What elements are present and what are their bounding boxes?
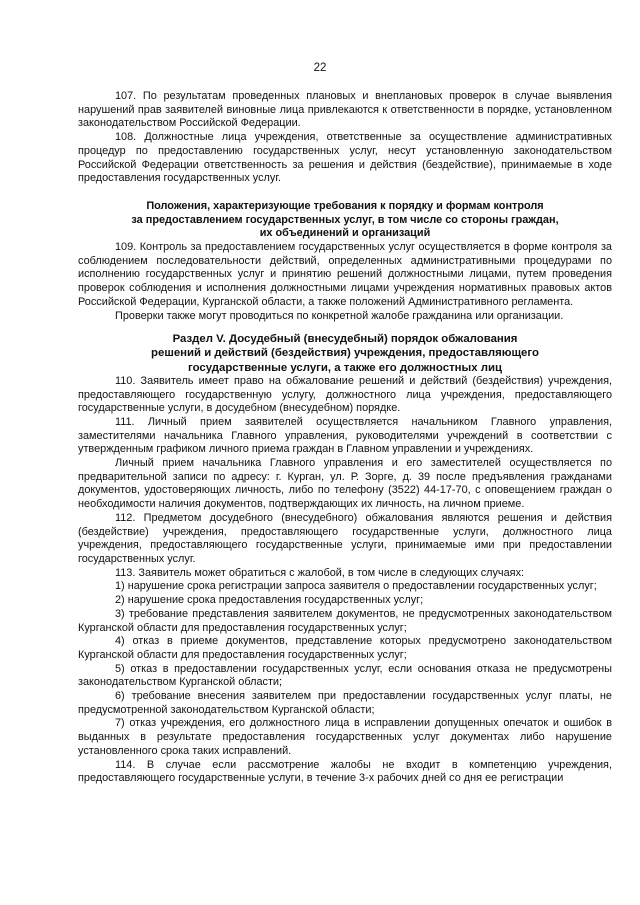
paragraph-112: 112. Предметом досудебного (внесудебного) обжалования являются решения и действия (бездействие) учреждения, предоставляющего государственные услуги, должностного лица учреждения, предоставляющего государственные услуги, принимаемые ими при предоставлении государственных услуг. [78, 511, 612, 565]
paragraph-107: 107. По результатам проведенных плановых и внеплановых проверок в случае выявления нарушений прав заявителей виновные лица привлекаются к ответственности в порядке, установленном законодательством Российской Федерации. [78, 90, 612, 130]
heading-control-line-2: за предоставлением государственных услуг, в том числе со стороны граждан, [131, 213, 559, 226]
paragraph-110: 110. Заявитель имеет право на обжалование решений и действий (бездействия) учреждения, предоставляющего государственную услугу, должностного лица учреждения, предоставляющего государственные услуги, в досудебном (внесудебном) порядке. [78, 374, 612, 415]
heading-control-line-3: их объединений и организаций [259, 227, 431, 240]
list-item-3: 3) требование представления заявителем документов, не предусмотренных законодательством Курганской области для предоставления государственных услуг; [78, 607, 612, 634]
list-item-1: 1) нарушение срока регистрации запроса заявителя о предоставлении государственных услуг; [115, 580, 597, 593]
paragraph-111: 111. Личный прием заявителей осуществляется начальником Главного управления, заместителями начальника Главного управления, руководителями учреждений в соответствии с утвержденным графиком личного приема граждан в Главном управлении и учреждениях. [78, 415, 612, 456]
list-item-2: 2) нарушение срока предоставления государственных услуг; [115, 594, 424, 607]
paragraph-personal-reception: Личный прием начальника Главного управления и его заместителей осуществляется по предварительной записи по адресу: г. Курган, ул. Р. Зорге, д. 39 после предъявления гражданами документов, удостоверяющих личность, либо по телефону (3522) 44-17-70, с оповещением граждан о необходимости наличия документов, подтверждающих их личность, на личном приеме. [78, 457, 612, 511]
paragraph-108: 108. Должностные лица учреждения, ответственные за осуществление административных процедур по предоставлению государственных услуг, несут установленную законодательством Российской Федерации ответственность за решения и действия (бездействие), принимаемые в ходе предоставления государственных услуг. [78, 131, 612, 185]
list-item-4: 4) отказ в приеме документов, представление которых предусмотрено законодательством Курганской области для предоставления государственных услуг; [78, 635, 612, 661]
paragraph-114: 114. В случае если рассмотрение жалобы не входит в компетенцию учреждения, предоставляющего государственные услуги, в течение 3-х рабочих дней со дня ее регистрации [78, 758, 612, 785]
paragraph-113: 113. Заявитель может обратиться с жалобой, в том числе в следующих случаях: [115, 566, 525, 579]
heading-control-line-1: Положения, характеризующие требования к порядку и формам контроля [146, 199, 544, 212]
page-number: 22 [313, 62, 327, 74]
heading-section-line-2: решений и действий (бездействия) учреждения, предоставляющего [151, 347, 539, 360]
heading-section-line-3: государственные услуги, а также его должностных лиц [187, 361, 503, 374]
list-item-5: 5) отказ в предоставлении государственных услуг, если основания отказа не предусмотрены законодательством Курганской области; [78, 662, 612, 689]
paragraph-109: 109. Контроль за предоставлением государственных услуг осуществляется в форме контроля за соблюдением последовательности действий, определенных административными процедурами по исполнению государственных услуг и принятию решений должностными лицами, путем проведения проверок соблюдения и исполнения должностными лицами учреждения нормативных правовых актов Российской Федерации, Курганской области, а также положений Административного регламента. [78, 241, 612, 308]
list-item-6: 6) требование внесения заявителем при предоставлении государственных услуг платы, не предусмотренной законодательством Курганской области; [78, 690, 612, 716]
heading-section-line-1: Раздел V. Досудебный (внесудебный) порядок обжалования [172, 333, 518, 346]
spacer [78, 186, 612, 200]
paragraph-inspections: Проверки также могут проводиться по конкретной жалобе гражданина или организации. [115, 309, 564, 322]
document-body [78, 90, 612, 786]
list-item-7: 7) отказ учреждения, его должностного лица в исправлении допущенных опечаток и ошибок в выданных в результате предоставления государственных услуг документах либо нарушение установленного срока таких исправлений. [78, 717, 612, 757]
spacer [78, 323, 612, 332]
